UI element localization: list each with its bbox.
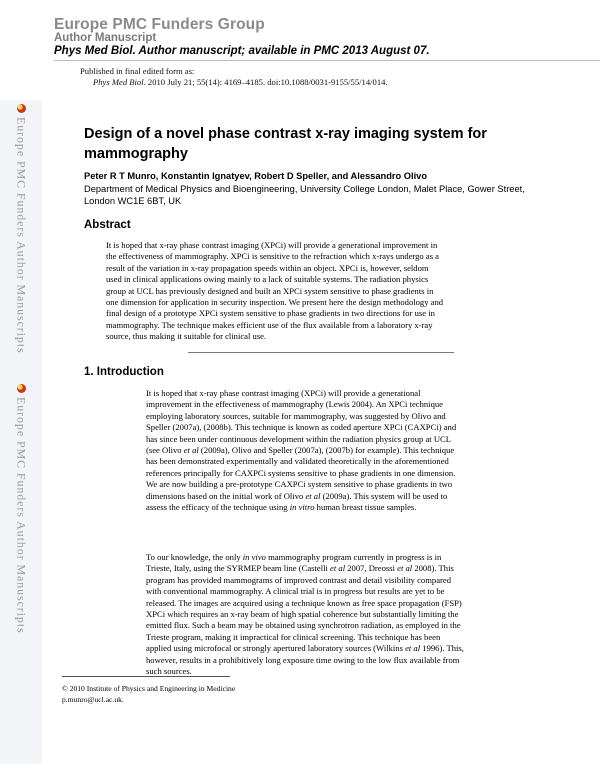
paragraph-line: dimensions based on the initial work of Olivo et al (2009a). This system will be used to [146,490,448,501]
side-label-bottom [9,384,33,634]
paragraph-line: such sources. [146,666,192,677]
abstract-line: source, thus making it suitable for clinical use. [106,331,267,342]
abstract-body [106,240,496,343]
publisher-title: Europe PMC Funders Group [54,16,265,33]
published-reference-text: Phys Med Biol. 2010 July 21; 55(14): 4169–4185. doi:10.1088/0031-9155/55/14/014. [93,77,388,87]
paragraph-line: however, results in a prohibitively long exposure time owing to the low flux available from [146,654,460,665]
paragraph-line: has since been under continuous development within the radiation physics group at UCL [146,433,452,444]
abstract-line: used in clinical applications owing mainly to a lack of suitable systems. The radiation physics [106,274,429,285]
abstract-line: the effectiveness of mammography. XPCi is sensitive to the refraction which x-rays undergo as a [106,251,439,262]
journal-citation: Phys Med Biol. Author manuscript; available in PMC 2013 August 07. [54,45,430,57]
paragraph-line: It is hoped that x-ray phase contrast imaging (XPCi) will provide a generational [146,388,421,398]
paragraph-line: (see Olivo et al (2009a), Olivo and Speller (2007a), (2007b) for example). This technique [146,445,455,456]
footnote-divider [62,676,230,677]
side-label-text: Europe PMC Funders Author Manuscripts [14,117,29,354]
contact-email: p.munro@ucl.ac.uk. [62,695,124,704]
paragraph-line: Trieste, Italy, using the SYRMEP beam line (Castelli et al 2007, Dreossi et al 2008). This [146,563,454,574]
paragraph-line: XPCi which requires an x-ray beam of high spatial coherence but substantially limiting the [146,609,459,620]
introduction-heading: 1. Introduction [84,366,164,378]
paragraph-line: references principally for CAXPCi systems sensitive to phase gradients in one dimension. [146,467,456,478]
side-label-top [9,104,33,354]
paper-title: Design of a novel phase contrast x-ray imaging system for mammography [84,126,487,162]
author-names: Peter R T Munro, Konstantin Ignatyev, Robert D Speller, and Alessandro Olivo [84,171,428,181]
header-divider [54,60,600,61]
abstract-line: one dimension for application in security inspection. We present here the design methodology and [106,297,444,308]
abstract-divider [188,352,454,353]
abstract-heading: Abstract [84,219,131,231]
europe-pmc-logo-icon [17,104,26,113]
manuscript-label: Author Manuscript [54,32,157,44]
paragraph-line: assess the efficacy of the technique using in vitro human breast tissue samples. [146,502,417,513]
paragraph-line: Speller (2007a), (2008b). This technique is known as coded aperture XPCi (CAXPCi) and [146,422,457,433]
paragraph-line: We are now building a pre-prototype CAXPCi system sensitive to phase gradients in two [146,479,453,490]
published-reference [93,77,388,87]
side-label-text: Europe PMC Funders Author Manuscripts [14,397,29,634]
abstract-line: result of the variation in x-ray propagation speeds within an object. XPCi is, however, seldom [106,262,429,273]
introduction-paragraph-2 [146,552,546,677]
abstract-line: group at UCL has previously designed and built an XPCi system sensitive to phase gradients in [106,285,434,296]
abstract-line: final design of a prototype XPCi system sensitive to phase gradients in two directions for use in [106,308,435,319]
paragraph-line: has been demonstrated experimentally and validated theoretically in the aforementioned [146,456,449,467]
copyright-notice: © 2010 Institute of Physics and Engineering in Medicine [62,684,236,693]
paragraph-line: program has provided mammograms of improved contrast and detail visibility compared [146,574,452,585]
published-note: Published in final edited form as: [80,66,195,76]
paragraph-line: applied using microfocal or strongly apertured laboratory sources (Wilkins et al 1996). This, [146,643,464,654]
paragraph-line: improvement in the effectiveness of mammography (Lewis 2004). An XPCi technique [146,399,443,410]
paragraph-line: emitted flux. Such a beam may be obtained using synchrotron radiation, as employed in the [146,620,461,631]
paragraph-line: employing laboratory sources, suitable for mammography, was suggested by Olivo and [146,410,446,421]
paragraph-line: To our knowledge, the only in vivo mammography program currently in progress is in [146,552,442,562]
paragraph-line: with conventional mammography. A clinical trial is in progress but results are yet to be [146,586,445,597]
introduction-paragraph-1 [146,388,546,513]
abstract-line: It is hoped that x-ray phase contrast imaging (XPCi) will provide a generational improvement in [106,240,438,250]
author-block [84,170,554,208]
paragraph-line: released. The images are acquired using a technique known as free space propagation (FSP) [146,597,462,608]
abstract-line: mammography. The technique makes efficient use of the flux available from a laboratory x-ray [106,319,433,330]
europe-pmc-logo-icon [17,384,26,393]
author-affiliation: Department of Medical Physics and Bioengineering, University College London, Malet Place, Gower Street, London WC1E 6BT, UK [84,183,525,206]
paragraph-line: Trieste program, making it impractical for clinical screening. This technique has been [146,631,441,642]
